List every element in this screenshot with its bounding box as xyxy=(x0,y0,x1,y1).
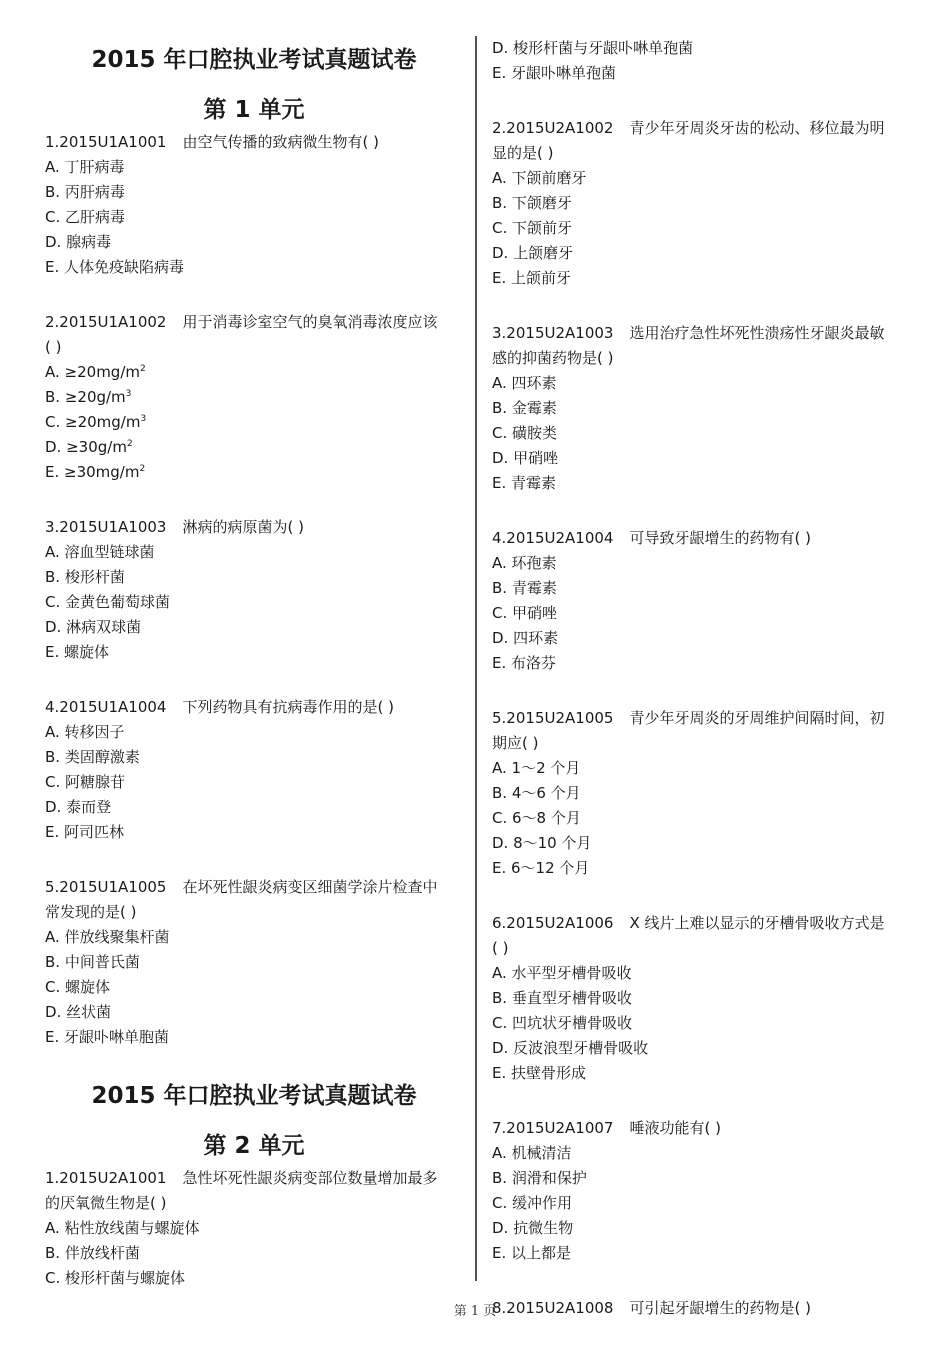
option-text: D. 上颌磨牙 xyxy=(492,244,574,262)
option-text: D. 抗微生物 xyxy=(492,1219,574,1237)
answer-option xyxy=(45,1002,463,1022)
question-number: 3.2015U1A1003 xyxy=(45,518,167,536)
answer-option xyxy=(492,963,910,983)
answer-option xyxy=(45,797,463,817)
option-text: C. 阿糖腺苷 xyxy=(45,773,126,791)
answer-option xyxy=(492,833,910,853)
answer-option xyxy=(45,977,463,997)
answer-option xyxy=(492,628,910,648)
answer-option xyxy=(45,822,463,842)
exam-title: 2015 年口腔执业考试真题试卷 xyxy=(91,47,417,73)
option-text: D. 反波浪型牙槽骨吸收 xyxy=(492,1039,649,1057)
answer-option xyxy=(45,182,463,202)
option-text: A. 水平型牙槽骨吸收 xyxy=(492,964,632,982)
option-text: A. 粘性放线菌与螺旋体 xyxy=(45,1219,200,1237)
option-text: E. 以上都是 xyxy=(492,1244,572,1262)
option-text: B. 丙肝病毒 xyxy=(45,183,125,201)
answer-option xyxy=(492,168,910,188)
question-stem xyxy=(45,312,463,332)
unit-superscript: 3 xyxy=(140,414,147,424)
answer-option xyxy=(492,578,910,598)
option-text: C. 螺旋体 xyxy=(45,978,111,996)
option-text: C. ≥20mg/m xyxy=(45,413,141,431)
unit-superscript: 2 xyxy=(139,464,146,474)
option-text: A. 1～2 个月 xyxy=(492,759,581,777)
option-text: A. 四环素 xyxy=(492,374,557,392)
question-text: 由空气传播的致病微生物有( ) xyxy=(182,133,379,151)
unit-superscript: 2 xyxy=(126,439,133,449)
question-stem xyxy=(492,118,910,138)
answer-option xyxy=(45,772,463,792)
unit-superscript: 2 xyxy=(140,364,146,374)
answer-option xyxy=(45,642,463,662)
option-text: B. 青霉素 xyxy=(492,579,557,597)
option-text: E. 6～12 个月 xyxy=(492,859,590,877)
question-number: 1.2015U2A1001 xyxy=(45,1169,167,1187)
question-number: 5.2015U1A1005 xyxy=(45,878,167,896)
option-text: B. 垂直型牙槽骨吸收 xyxy=(492,989,632,1007)
option-text: B. 金霉素 xyxy=(492,399,557,417)
option-text: E. 人体免疫缺陷病毒 xyxy=(45,258,185,276)
answer-option xyxy=(45,1268,463,1288)
question-stem-continuation: 期应( ) xyxy=(492,734,539,752)
question-stem xyxy=(492,323,910,343)
question-text: 淋病的病原菌为( ) xyxy=(182,518,304,536)
option-text: E. 牙龈卟啉单孢菌 xyxy=(492,64,617,82)
question-text: 唾液功能有( ) xyxy=(629,1119,721,1137)
answer-option xyxy=(492,988,910,1008)
answer-option xyxy=(492,373,910,393)
unit-title: 第 1 单元 xyxy=(203,97,305,123)
option-text: C. 磺胺类 xyxy=(492,424,558,442)
answer-option xyxy=(492,398,910,418)
question-stem xyxy=(45,517,463,537)
option-text: E. 布洛芬 xyxy=(492,654,557,672)
answer-option xyxy=(45,362,463,382)
answer-option xyxy=(492,448,910,468)
option-text: A. 伴放线聚集杆菌 xyxy=(45,928,170,946)
answer-option xyxy=(492,1193,910,1213)
option-text: E. 上颌前牙 xyxy=(492,269,572,287)
question-text: 用于消毒诊室空气的臭氧消毒浓度应该 xyxy=(182,313,438,331)
answer-option xyxy=(492,1168,910,1188)
question-stem xyxy=(492,528,910,548)
question-stem xyxy=(45,1168,463,1188)
answer-option xyxy=(492,193,910,213)
question-stem xyxy=(492,1118,910,1138)
option-text: B. 类固醇激素 xyxy=(45,748,140,766)
answer-option xyxy=(492,423,910,443)
answer-option xyxy=(492,1063,910,1083)
answer-option xyxy=(45,567,463,587)
question-number: 2.2015U1A1002 xyxy=(45,313,167,331)
answer-option xyxy=(45,542,463,562)
unit-title: 第 2 单元 xyxy=(203,1133,305,1159)
answer-option xyxy=(492,218,910,238)
option-text: C. 金黄色葡萄球菌 xyxy=(45,593,171,611)
question-text: 青少年牙周炎牙齿的松动、移位最为明 xyxy=(629,119,885,137)
option-text: A. 环孢素 xyxy=(492,554,557,572)
option-text: E. 青霉素 xyxy=(492,474,557,492)
unit-superscript: 3 xyxy=(125,389,132,399)
answer-option xyxy=(492,1013,910,1033)
question-stem xyxy=(45,697,463,717)
question-number: 8.2015U2A1008 xyxy=(492,1299,614,1317)
answer-option xyxy=(492,553,910,573)
page-footer: 第 1 页 xyxy=(453,1304,497,1319)
answer-option xyxy=(45,387,463,407)
answer-option xyxy=(45,747,463,767)
option-text: D. ≥30g/m xyxy=(45,438,127,456)
question-number: 2.2015U2A1002 xyxy=(492,119,614,137)
option-text: D. 丝状菌 xyxy=(45,1003,112,1021)
answer-option xyxy=(45,157,463,177)
question-stem-continuation: 的厌氧微生物是( ) xyxy=(45,1194,167,1212)
answer-option xyxy=(45,592,463,612)
option-text: A. 丁肝病毒 xyxy=(45,158,125,176)
question-text: 青少年牙周炎的牙周维护间隔时间，初 xyxy=(629,709,885,727)
option-text: D. 泰而登 xyxy=(45,798,112,816)
option-text: B. 4～6 个月 xyxy=(492,784,581,802)
option-text: B. 下颌磨牙 xyxy=(492,194,572,212)
answer-option xyxy=(492,473,910,493)
question-stem xyxy=(45,132,463,152)
option-text: C. 梭形杆菌与螺旋体 xyxy=(45,1269,186,1287)
option-text: C. 下颌前牙 xyxy=(492,219,573,237)
question-stem-continuation: ( ) xyxy=(492,939,509,957)
answer-option xyxy=(492,1143,910,1163)
answer-option xyxy=(492,1243,910,1263)
question-stem-continuation: 感的抑菌药物是( ) xyxy=(492,349,614,367)
option-text: D. 梭形杆菌与牙龈卟啉单孢菌 xyxy=(492,39,694,57)
question-stem xyxy=(492,708,910,728)
answer-option xyxy=(492,808,910,828)
question-number: 7.2015U2A1007 xyxy=(492,1119,614,1137)
option-text: E. 牙龈卟啉单胞菌 xyxy=(45,1028,170,1046)
answer-option xyxy=(492,653,910,673)
answer-option xyxy=(492,38,910,58)
question-number: 4.2015U2A1004 xyxy=(492,529,614,547)
option-text: C. 6～8 个月 xyxy=(492,809,581,827)
answer-option xyxy=(492,1038,910,1058)
option-text: C. 甲硝唑 xyxy=(492,604,558,622)
column-divider xyxy=(475,36,477,1281)
question-number: 4.2015U1A1004 xyxy=(45,698,167,716)
question-number: 5.2015U2A1005 xyxy=(492,709,614,727)
option-text: E. ≥30mg/m xyxy=(45,463,140,481)
question-stem xyxy=(492,913,910,933)
answer-option xyxy=(492,243,910,263)
option-text: D. 淋病双球菌 xyxy=(45,618,142,636)
answer-option xyxy=(492,1218,910,1238)
option-text: E. 扶壁骨形成 xyxy=(492,1064,587,1082)
question-stem-continuation: 常发现的是( ) xyxy=(45,903,137,921)
option-text: D. 腺病毒 xyxy=(45,233,112,251)
question-stem xyxy=(45,877,463,897)
answer-option xyxy=(45,462,463,482)
option-text: B. ≥20g/m xyxy=(45,388,126,406)
option-text: A. 转移因子 xyxy=(45,723,125,741)
option-text: C. 缓冲作用 xyxy=(492,1194,573,1212)
answer-option xyxy=(45,617,463,637)
option-text: B. 润滑和保护 xyxy=(492,1169,587,1187)
question-text: 在坏死性龈炎病变区细菌学涂片检查中 xyxy=(182,878,438,896)
option-text: B. 伴放线杆菌 xyxy=(45,1244,140,1262)
option-text: D. 8～10 个月 xyxy=(492,834,592,852)
option-text: C. 乙肝病毒 xyxy=(45,208,126,226)
question-stem-continuation: 显的是( ) xyxy=(492,144,554,162)
option-text: B. 梭形杆菌 xyxy=(45,568,125,586)
question-text: X 线片上难以显示的牙槽骨吸收方式是 xyxy=(629,914,885,932)
question-number: 6.2015U2A1006 xyxy=(492,914,614,932)
answer-option xyxy=(45,927,463,947)
answer-option xyxy=(45,952,463,972)
question-text: 下列药物具有抗病毒作用的是( ) xyxy=(182,698,394,716)
answer-option xyxy=(45,1027,463,1047)
question-text: 选用治疗急性坏死性溃疡性牙龈炎最敏 xyxy=(629,324,885,342)
answer-option xyxy=(492,63,910,83)
option-text: C. 凹坑状牙槽骨吸收 xyxy=(492,1014,633,1032)
answer-option xyxy=(45,412,463,432)
answer-option xyxy=(492,783,910,803)
option-text: E. 阿司匹林 xyxy=(45,823,125,841)
answer-option xyxy=(45,1218,463,1238)
option-text: B. 中间普氏菌 xyxy=(45,953,140,971)
option-text: D. 四环素 xyxy=(492,629,559,647)
question-number: 3.2015U2A1003 xyxy=(492,324,614,342)
answer-option xyxy=(45,207,463,227)
answer-option xyxy=(45,257,463,277)
option-text: A. 机械清洁 xyxy=(492,1144,572,1162)
answer-option xyxy=(492,268,910,288)
option-text: E. 螺旋体 xyxy=(45,643,110,661)
answer-option xyxy=(45,437,463,457)
answer-option xyxy=(45,1243,463,1263)
answer-option xyxy=(45,722,463,742)
option-text: A. 下颌前磨牙 xyxy=(492,169,587,187)
option-text: A. 溶血型链球菌 xyxy=(45,543,155,561)
answer-option xyxy=(492,858,910,878)
question-stem-continuation: ( ) xyxy=(45,338,62,356)
question-text: 可导致牙龈增生的药物有( ) xyxy=(629,529,811,547)
option-text: A. ≥20mg/m xyxy=(45,363,140,381)
question-number: 1.2015U1A1001 xyxy=(45,133,167,151)
question-text: 可引起牙龈增生的药物是( ) xyxy=(629,1299,811,1317)
answer-option xyxy=(45,232,463,252)
exam-title: 2015 年口腔执业考试真题试卷 xyxy=(91,1083,417,1109)
answer-option xyxy=(492,758,910,778)
answer-option xyxy=(492,603,910,623)
option-text: D. 甲硝唑 xyxy=(492,449,559,467)
question-text: 急性坏死性龈炎病变部位数量增加最多 xyxy=(182,1169,438,1187)
